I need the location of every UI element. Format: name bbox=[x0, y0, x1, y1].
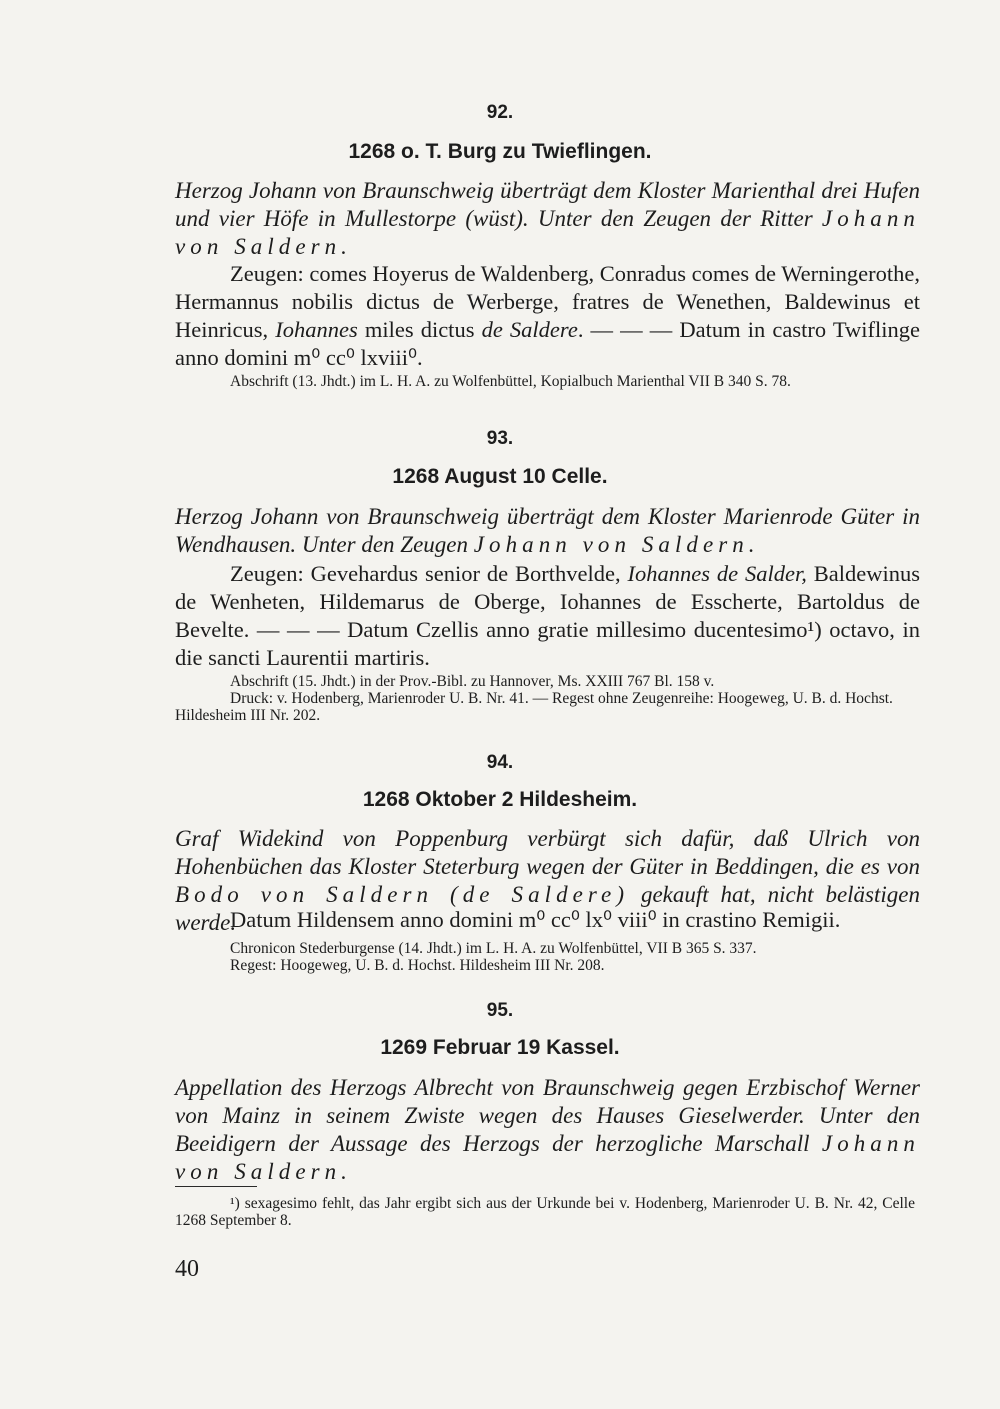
regest-text: Appellation des Herzogs Albrecht von Braunschweig gegen Erzbischof Werner von Mainz in seinem Zwiste wegen des Hauses Gieselwerder. Unter den Beeidigern der Aussage des Herzogs der herzogliche Marschall bbox=[175, 1075, 920, 1156]
entry-heading: 1269 Februar 19 Kassel. bbox=[380, 1036, 620, 1059]
regest-text: Herzog Johann von Braunschweig überträgt dem Kloster Marienrode Güter in Wendhausen. Unter den Zeugen bbox=[175, 504, 920, 557]
regest-text-end: . bbox=[341, 234, 347, 259]
footnote-rule bbox=[175, 1186, 257, 1187]
entry-regest bbox=[175, 503, 920, 559]
regest-name-spaced: Johann von Saldern bbox=[473, 532, 749, 557]
regest-name-spaced: Bodo von Saldern (de Saldere) bbox=[175, 882, 630, 907]
source-line: Druck: v. Hodenberg, Marienroder U. B. Nr. 41. — Regest ohne Zeugenreihe: Hoogeweg, U. B. d. Hochst. Hildesheim III Nr. 202. bbox=[175, 690, 893, 724]
entry-regest bbox=[175, 177, 920, 261]
entry-source bbox=[175, 673, 915, 724]
source-line: Abschrift (15. Jhdt.) in der Prov.-Bibl. zu Hannover, Ms. XXIII 767 Bl. 158 v. bbox=[230, 673, 715, 690]
entry-source bbox=[175, 940, 915, 974]
entry-number: 93. bbox=[486, 428, 514, 449]
entry-witnesses bbox=[175, 560, 920, 672]
regest-text-end: . bbox=[341, 1159, 347, 1184]
witnesses-italic: de Saldere bbox=[481, 317, 578, 342]
entry-heading: 1268 Oktober 2 Hildesheim. bbox=[362, 788, 638, 811]
footnote: ¹) sexagesimo fehlt, das Jahr ergibt sich aus der Urkunde bei v. Hodenberg, Marienroder U. B. Nr. 42, Celle 1268 September 8. bbox=[175, 1195, 915, 1229]
entry-number: 94. bbox=[486, 752, 514, 773]
witnesses-text: Zeugen: comes Hoyerus de Waldenberg, Conradus comes de Werningerothe, Hermannus nobilis dictus de Werberge, fratres de Wenethen, Baldewinus et Heinricus, bbox=[175, 261, 920, 342]
entry-witnesses bbox=[175, 906, 920, 934]
entry-witnesses bbox=[175, 260, 920, 372]
witnesses-text: Datum Hildensem anno domini m⁰ cc⁰ lx⁰ viii⁰ in crastino Remigii. bbox=[230, 907, 841, 932]
regest-name-spaced: Johann von Saldern bbox=[175, 1131, 920, 1184]
regest-text-end: . bbox=[748, 532, 755, 557]
regest-name-spaced: Johann von Saldern bbox=[175, 206, 920, 259]
witnesses-italic: Iohannes de Salder, bbox=[627, 561, 807, 586]
witnesses-text: Baldewinus de Wenheten, Hildemarus de Oberge, Iohannes de Esscherte, Bartoldus de Bevelte. — — — Datum Czellis anno gratie millesimo ducentesimo¹) octavo, in die sancti Laurentii martiris. bbox=[175, 561, 920, 670]
entry-regest bbox=[175, 1074, 920, 1186]
source-line: Chronicon Stederburgense (14. Jhdt.) im L. H. A. zu Wolfenbüttel, VII B 365 S. 337. bbox=[230, 940, 757, 957]
entry-heading: 1268 August 10 Celle. bbox=[392, 465, 608, 488]
regest-text-end: gekauft hat, nicht belästigen werde. bbox=[175, 882, 920, 935]
regest-text: Herzog Johann von Braunschweig überträgt dem Kloster Marienthal drei Hufen und vier Höfe in Mullestorpe (wüst). Unter den Zeugen der Ritter bbox=[175, 178, 920, 231]
entry-number: 95. bbox=[486, 1000, 514, 1021]
entry-heading: 1268 o. T. Burg zu Twieflingen. bbox=[348, 140, 652, 163]
entry-source: Abschrift (13. Jhdt.) im L. H. A. zu Wolfenbüttel, Kopialbuch Marienthal VII B 340 S. 78. bbox=[230, 373, 791, 390]
witnesses-italic: Iohannes bbox=[275, 317, 358, 342]
source-line: Regest: Hoogeweg, U. B. d. Hochst. Hildesheim III Nr. 208. bbox=[230, 957, 605, 974]
witnesses-text: Zeugen: Gevehardus senior de Borthvelde, bbox=[230, 561, 628, 586]
witnesses-text: . — — — Datum in castro Twiflinge anno domini m⁰ cc⁰ lxviii⁰. bbox=[175, 317, 920, 370]
entry-number: 92. bbox=[486, 102, 514, 123]
witnesses-text: miles dictus bbox=[357, 317, 482, 342]
page-number: 40 bbox=[175, 1256, 199, 1282]
regest-text: Graf Widekind von Poppenburg verbürgt sich dafür, daß Ulrich von Hohenbüchen das Kloster Steterburg wegen der Güter in Beddingen, die es von bbox=[175, 826, 920, 879]
